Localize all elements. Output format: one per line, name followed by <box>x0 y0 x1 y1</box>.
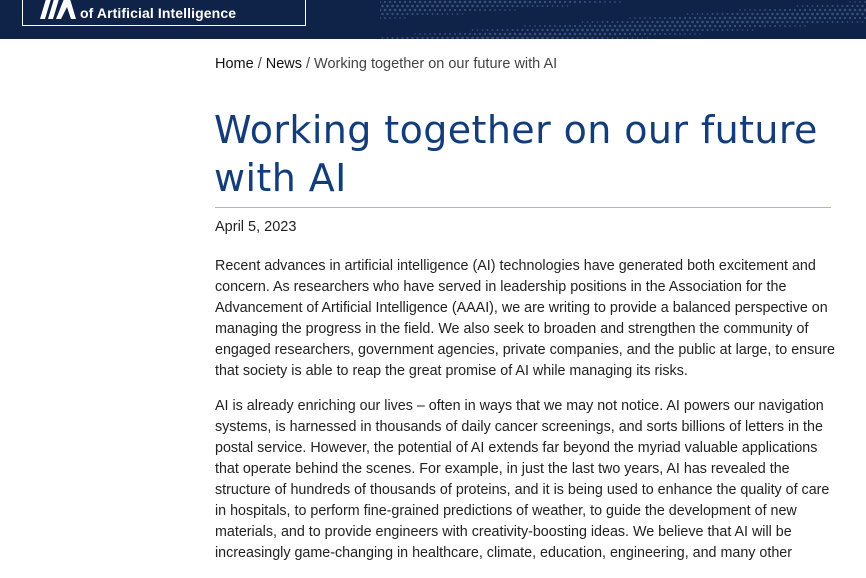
article-paragraph: AI is already enriching our lives – often in ways that we may not notice. AI powers our navigation systems, is harnessed in thousands of daily cancer screenings, and sorts billions of letters in the postal service. However, the potential of AI extends far beyond the myriad valuable applications that operate behind the scenes. For example, in just the last two years, AI has revealed the structure of hundreds of thousands of proteins, and it is being used to enhance the quality of care in hospitals, to perform fine-grained predictions of weather, to guide the development of new materials, and to provide engineers with creativity-boosting ideas. We believe that AI will be increasingly game-changing in healthcare, climate, education, engineering, and many other <box>215 398 830 561</box>
aaai-logo-icon <box>40 0 76 19</box>
post-date: April 5, 2023 <box>215 219 297 235</box>
title-divider <box>215 207 831 208</box>
site-header <box>0 0 866 39</box>
breadcrumb-home-link[interactable]: Home <box>215 56 254 72</box>
page-title: Working together on our future with AI <box>214 108 818 200</box>
header-dot-pattern <box>380 0 866 39</box>
breadcrumb <box>215 56 557 72</box>
breadcrumb-separator: / <box>305 56 311 72</box>
article-body <box>215 256 836 578</box>
logo-text: of Artificial Intelligence <box>80 5 237 21</box>
article-paragraph: Recent advances in artificial intelligence (AI) technologies have generated both excitement and concern. As researchers who have served in leadership positions in the Association for the Advancement of Artificial Intelligence (AAAI), we are writing to provide a balanced perspective on managing the progress in the field. We also seek to broaden and strengthen the community of engaged researchers, government agencies, private companies, and the public at large, to ensure that society is able to reap the great promise of AI while managing its risks. <box>215 258 835 379</box>
breadcrumb-current: Working together on our future with AI <box>314 56 558 72</box>
site-logo[interactable] <box>22 0 306 26</box>
breadcrumb-news-link[interactable]: News <box>265 56 302 72</box>
breadcrumb-separator: / <box>257 56 262 72</box>
